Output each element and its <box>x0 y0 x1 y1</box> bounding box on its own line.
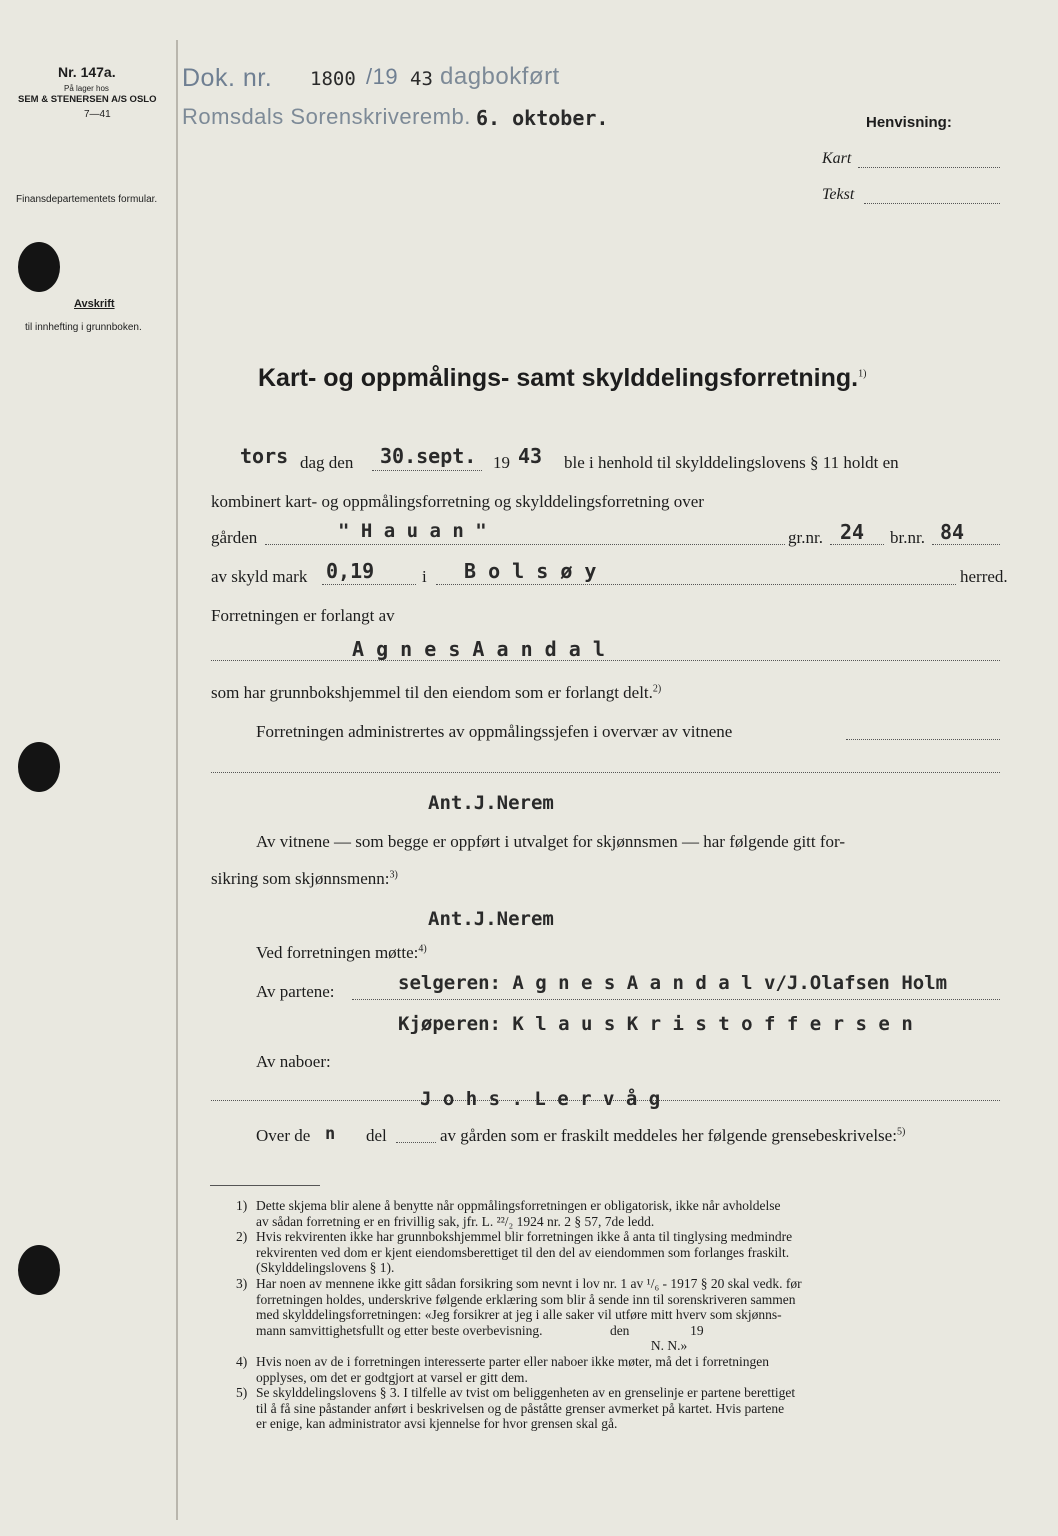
footnote-line: til å få sine påstander anført i beskrivelsen og de påståtte grenser avmerket på kartet. Hvis partene <box>256 1400 785 1416</box>
punch-hole <box>18 742 60 792</box>
intro-rest: ble i henhold til skylddelingslovens § 11 holdt en <box>564 453 899 472</box>
stamp-registered: dagbokført <box>440 63 560 90</box>
admin-field-2 <box>211 772 1000 773</box>
date-field <box>372 470 482 471</box>
stamp-office: Romsdals Sorenskriveremb. <box>182 104 471 129</box>
stamp-date: 6. oktober. <box>476 106 609 130</box>
reference-text-label: Tekst <box>822 186 855 203</box>
reference-map-label: Kart <box>822 150 852 167</box>
copy-label: Avskrift <box>74 298 115 310</box>
brnr-value: 84 <box>940 520 965 544</box>
label-parties: Av partene: <box>256 982 335 1001</box>
del-field <box>396 1142 436 1143</box>
footnote <box>236 1354 1016 1385</box>
footnote-line: (Skylddelingslovens § 1). <box>256 1260 395 1276</box>
footnote-line: Dette skjema blir alene å benytte når oppmålingsforretningen er obligatorisk, ikke når avholdelse <box>256 1198 781 1213</box>
boundary-line: av gården som er fraskilt meddeles her følgende grensebeskrivelse:$^{5)}$ <box>440 1126 906 1145</box>
footnote-line: opplyses, om det er godtgjort at varsel er gitt dem. <box>256 1369 528 1385</box>
over-den-fill: n <box>325 1124 336 1144</box>
municipality-value: B o l s ø y <box>464 559 597 583</box>
label-over-den: Over de <box>256 1126 311 1145</box>
label-dag-den: dag den <box>300 453 354 472</box>
doc-year: 43 <box>410 68 433 90</box>
footnote-number: 5) <box>236 1385 248 1400</box>
footnote-line: Hvis rekvirenten ikke har grunnbokshjemmel blir forretningen ikke å anta til tinglysing medmindre <box>256 1229 793 1244</box>
stamp-doc-label: Dok. nr. <box>182 64 273 92</box>
owner-line: som har grunnbokshjemmel til den eiendom som er forlangt delt.$^{2)}$ <box>211 683 662 702</box>
label-i: i <box>422 567 427 586</box>
doc-number: 1800 <box>310 68 356 90</box>
copy-sub: til innhefting i grunnboken. <box>25 322 142 333</box>
footnote <box>236 1276 1016 1354</box>
farm-field <box>265 544 785 545</box>
footnote <box>236 1229 1016 1276</box>
publisher-line2: SEM & STENERSEN A/S OSLO <box>18 94 157 105</box>
footnote-line: Hvis noen av de i forretningen interesserte parter eller naboer ikke møter, må det i forretningen <box>256 1354 770 1369</box>
label-requested: Forretningen er forlangt av <box>211 606 395 625</box>
punch-hole <box>18 1245 60 1295</box>
margin-rule <box>176 40 178 1520</box>
reference-text-field <box>864 203 1000 204</box>
document-title: Kart- og oppmålings- samt skylddelingsforretning.$^{1)}$ <box>258 364 867 392</box>
buyer-entry: Kjøperen: K l a u s K r i s t o f f e r s e n <box>398 1013 913 1035</box>
punch-hole <box>18 242 60 292</box>
admin-field <box>846 739 1000 740</box>
footnote-line: mann samvittighetsfullt og etter beste overbevisning. den 19 <box>256 1322 704 1338</box>
department-label: Finansdepartementets formular. <box>16 194 158 205</box>
label-herred: herred. <box>960 567 1008 586</box>
label-19: 19 <box>493 453 510 472</box>
seller-entry: selgeren: A g n e s A a n d a l v/J.Olafsen Holm <box>398 972 948 994</box>
requester-name: A g n e s A a n d a l <box>352 637 605 661</box>
witness-para1: Av vitnene — som begge er oppført i utvalget for skjønnsmen — har følgende gitt for- <box>256 832 846 851</box>
label-neighbours: Av naboer: <box>256 1052 331 1071</box>
footnote-rule <box>210 1185 320 1186</box>
weekday: tors <box>240 444 289 468</box>
footnote-number: 1) <box>236 1198 248 1213</box>
footnote-line: er enige, kan administrator avsi kjennelse for hvor grensen skal gå. <box>256 1416 618 1432</box>
present-line: Ved forretningen møtte:$^{4)}$ <box>256 943 427 962</box>
intro-line2: kombinert kart- og oppmålingsforretning og skylddelingsforretning over <box>211 492 704 511</box>
brnr-field <box>932 544 1000 545</box>
footnote-line: Se skylddelingslovens § 3. I tilfelle av tvist om beliggenheten av en grenselinje er partene berettiget <box>256 1385 796 1400</box>
reference-map-field <box>858 167 1000 168</box>
witness-para2: sikring som skjønnsmenn:$^{3)}$ <box>211 869 398 888</box>
witness-name: Ant.J.Nerem <box>428 792 554 814</box>
footnote-line: N. N.» <box>256 1338 688 1354</box>
neighbour-name: J o h s . L e r v å g <box>420 1088 661 1110</box>
municipality-field <box>436 584 956 585</box>
footnote-number: 4) <box>236 1354 248 1369</box>
label-brnr: br.nr. <box>890 528 925 547</box>
skyld-field <box>322 584 416 585</box>
footnote-line: med skylddelingsforretningen: «Jeg forsikrer at jeg i alle saker vil utføre mitt hverv som skjønns- <box>256 1307 782 1323</box>
grnr-field <box>830 544 884 545</box>
footnote-line: forretningen holdes, underskrive følgende erklæring som blir å sende inn til sorenskriveren sammen <box>256 1291 796 1307</box>
label-garden: gården <box>211 528 258 547</box>
grnr-value: 24 <box>840 520 865 544</box>
form-number: Nr. 147a. <box>58 64 116 80</box>
farm-name: " H a u a n " <box>338 520 487 542</box>
label-del: del <box>366 1126 387 1145</box>
footnote-number: 2) <box>236 1229 248 1244</box>
footnote-number: 3) <box>236 1276 248 1291</box>
footnote-line: av sådan forretning er en frivillig sak, jfr. L. ²²/₂ 1924 nr. 2 § 57, 7de ledd. <box>256 1213 655 1229</box>
reference-label: Henvisning: <box>866 114 952 131</box>
year-value: 43 <box>518 444 543 468</box>
parties-field <box>352 999 1000 1000</box>
footnote-line: Har noen av mennene ikke gitt sådan forsikring som nevnt i lov nr. 1 av ¹/₆ - 1917 § 20 skal vedk. før <box>256 1276 802 1291</box>
label-skyld: av skyld mark <box>211 567 308 586</box>
admin-line: Forretningen administrertes av oppmålingssjefen i overvær av vitnene <box>256 722 733 741</box>
skyld-value: 0,19 <box>326 559 375 583</box>
footnote-line: rekvirenten ved dom er kjent eiendomsberettiget til den del av eiendommen som forlanges fraskilt. <box>256 1244 790 1260</box>
footnote <box>236 1385 1016 1432</box>
date-value: 30.sept. <box>380 444 477 468</box>
publisher-line1: På lager hos <box>64 84 109 93</box>
witness-name-2: Ant.J.Nerem <box>428 908 554 930</box>
stamp-year-prefix: /19 <box>366 64 399 89</box>
form-date: 7—41 <box>84 109 111 120</box>
footnote <box>236 1198 1016 1229</box>
label-grnr: gr.nr. <box>788 528 823 547</box>
requester-field <box>211 660 1000 661</box>
